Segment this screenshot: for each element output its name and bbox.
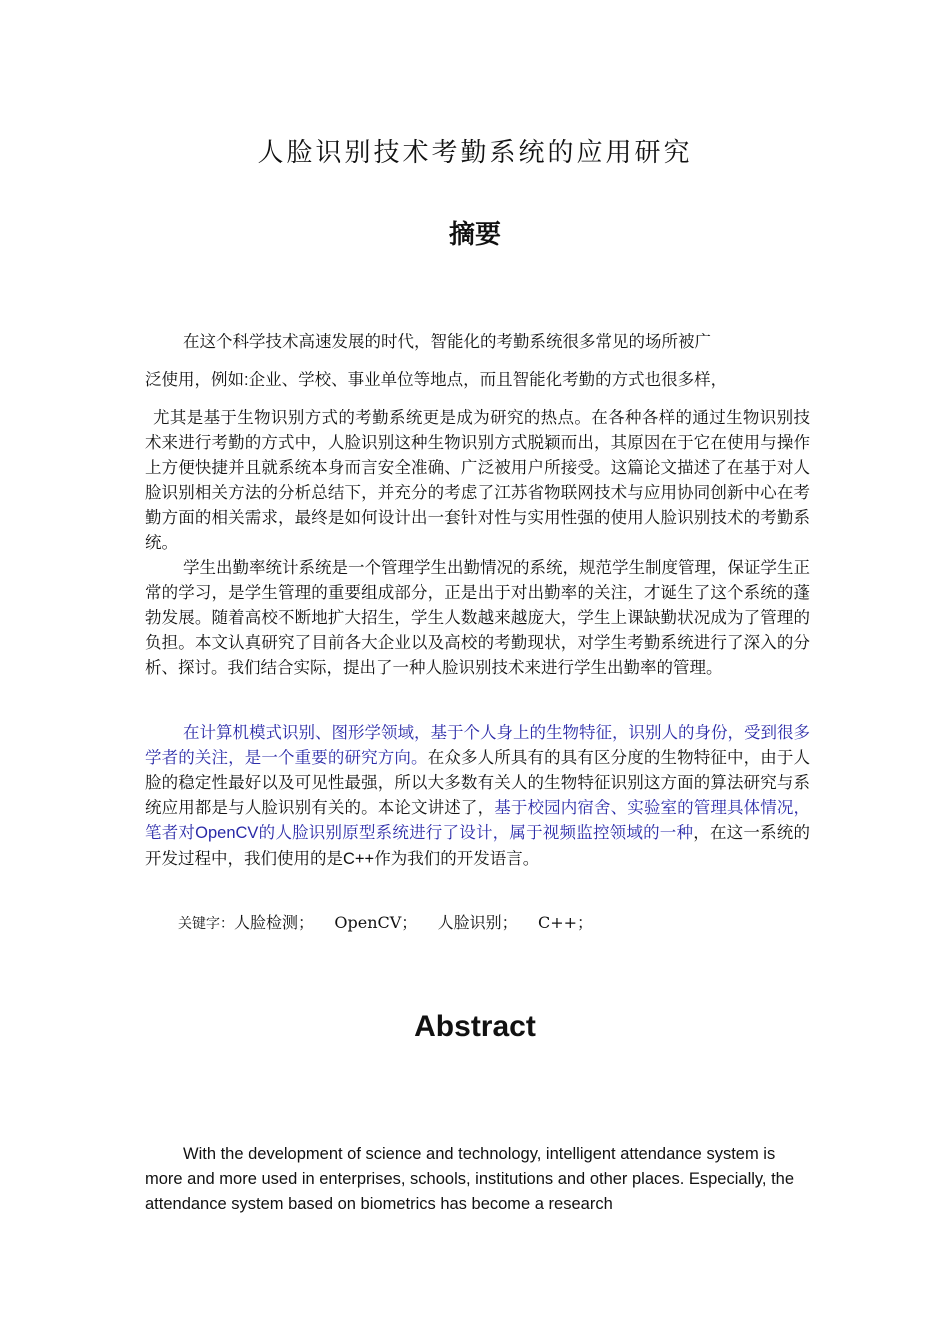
abstract-cn-paragraph-1-rest: 尤其是基于生物识别方式的考勤系统更是成为研究的热点。在各种各样的通过生物识别技术来进行考勤的方式中，人脸识别这种生物识别方式脱颖而出，其原因在于它在使用与操作上方便快捷并且就系统本身而言安全准确、广泛被用户所接受。这篇论文描述了在基于对人脸识别相关方法的分析总结下，并充分的考虑了江苏省物联网技术与应用协同创新中心在考勤方面的相关需求，最终是如何设计出一套针对性与实用性强的使用人脸识别技术的考勤系统。 [145, 408, 810, 552]
text-run: 例如: [211, 371, 249, 389]
keywords-label: 关键字： [178, 916, 234, 932]
abstract-cn-paragraph-1-line-1 [145, 330, 810, 354]
abstract-cn-paragraph-3 [145, 720, 810, 872]
keyword: OpenCV； [334, 913, 418, 932]
text-run: 的人脸识别原型系统进行了设计，属于视频监控领域的一种 [258, 823, 694, 842]
text-run: 泛使用， [145, 370, 211, 389]
abstract-cn-paragraph-1-line-2 [145, 368, 810, 392]
text-run: 在众多人所具有的具有区分度的生物特征中，由于人脸的稳定性最好以及可见性最强，所以大多数有关人的生物特征识别这方面的算法研究与系统应用都是与人脸识别有关的。本论文讲述了， [145, 748, 811, 817]
paper-title: 人脸识别技术考勤系统的应用研究 [257, 138, 693, 168]
text-run: ，在这一系统的开发过程中，我们使用的是 [145, 823, 811, 868]
abstract-heading-en: Abstract [414, 1010, 536, 1043]
keyword: 人脸识别； [437, 913, 518, 932]
text-run: 在计算机模式识别、图形学领域，基于个人身上的生物特征，识别人的身份，受到很多学者的关注，是一个重要的研究方向。 [145, 723, 810, 767]
abstract-heading-cn: 摘要 [448, 220, 501, 250]
text-run: 在这个科学技术高速发展的时代，智能化的考勤系统很多常见的场所被广 [183, 332, 711, 351]
text-run: 基于校园内宿舍、实验室的管理具体情况，笔者对 [145, 798, 811, 842]
text-run: C++ [343, 850, 375, 868]
text-run: OpenCV [195, 824, 259, 842]
text-run: 作为我们的开发语言。 [374, 849, 540, 868]
text-run: 企业、学校、事业单位等地点，而且智能化考勤的方式也很多样， [248, 370, 728, 389]
abstract-cn-paragraph-2: 学生出勤率统计系统是一个管理学生出勤情况的系统，规范学生制度管理，保证学生正常的学习，是学生管理的重要组成部分，正是出于对出勤率的关注，才诞生了这个系统的蓬勃发展。随着高校不断地扩大招生，学生人数越来越庞大，学生上课缺勤状况成为了管理的负担。本文认真研究了目前各大企业以及高校的考勤现状，对学生考勤系统进行了深入的分析、探讨。我们结合实际，提出了一种人脸识别技术来进行学生出勤率的管理。 [145, 558, 810, 677]
abstract-en-paragraph-1: With the development of science and technology, intelligent attendance system is more and more used in enterprises, schools, institutions and other places. Especially, the attendance system based on biometrics has become a research [145, 1145, 795, 1213]
keywords-line [178, 910, 593, 933]
keyword: C++； [538, 913, 594, 932]
keyword: 人脸检测； [234, 913, 315, 932]
